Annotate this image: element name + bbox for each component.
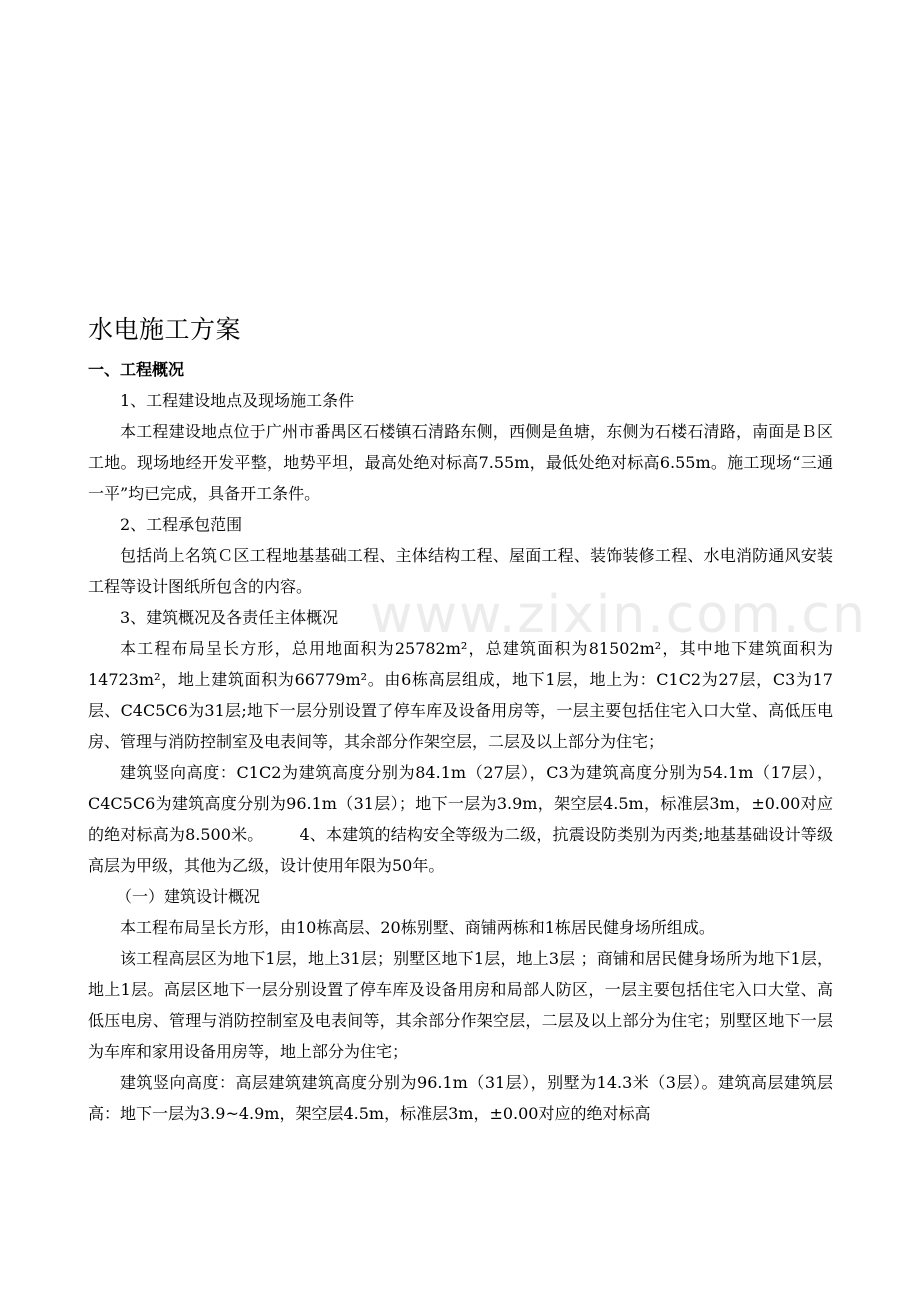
- paragraph-contract-scope: 包括尚上名筑Ｃ区工程地基基础工程、主体结构工程、屋面工程、装饰装修工程、水电消防通风安装工程等设计图纸所包含的内容。: [88, 546, 833, 596]
- document-title: 水电施工方案: [88, 315, 242, 344]
- paragraph-layout: 本工程布局呈长方形，由10栋高层、20栋别墅、商铺两栋和1栋居民健身场所组成。: [120, 918, 715, 937]
- subheading-site-conditions: 1、工程建设地点及现场施工条件: [120, 391, 355, 410]
- watermark: www.zixin.com.cn: [370, 585, 867, 645]
- paragraph-vertical-height-text: 建筑竖向高度：C1C2为建筑高度分别为84.1m（27层），C3为建筑高度分别为54.1m（17层），C4C5C6为建筑高度分别为96.1m（31层）；地下一层为3.9m，架空层4.5m，标准层3m，±0.00对应的绝对标高为8.500米。: [88, 763, 833, 844]
- subheading-contract-scope: 2、工程承包范围: [120, 515, 243, 534]
- paragraph-structural-safety: 4、本建筑的结构安全等级为二级，抗震设防类别为丙类;地基基础设计等级高层为甲级，其他为乙级，设计使用年限为50年。: [88, 825, 833, 875]
- document-body: [88, 312, 833, 1129]
- subheading-architectural-design: （一）建筑设计概况: [116, 887, 261, 906]
- paragraph-vertical-height: [88, 757, 833, 881]
- subheading-building-overview: 3、建筑概况及各责任主体概况: [120, 608, 339, 627]
- paragraph-heights: 建筑竖向高度：高层建筑建筑高度分别为96.1m（31层），别墅为14.3米（3层）。建筑高层建筑层高：地下一层为3.9~4.9m，架空层4.5m，标准层3m，±0.00对应的绝对标高: [88, 1073, 833, 1123]
- paragraph-site-conditions: 本工程建设地点位于广州市番禺区石楼镇石清路东侧，西侧是鱼塘，东侧为石楼石清路，南面是Ｂ区工地。现场地经开发平整，地势平坦，最高处绝对标高7.55m，最低处绝对标高6.55m。施工现场“三通一平”均已完成，具备开工条件。: [88, 422, 833, 503]
- section-heading-overview: 一、工程概况: [88, 360, 185, 379]
- paragraph-building-overview: 本工程布局呈长方形，总用地面积为25782m²，总建筑面积为81502m²，其中地下建筑面积为14723m²，地上建筑面积为66779m²。由6栋高层组成，地下1层，地上为：C1C2为27层，C3为17层、C4C5C6为31层;地下一层分别设置了停车库及设备用房等，一层主要包括住宅入口大堂、高低压电房、管理与消防控制室及电表间等，其余部分作架空层，二层及以上部分为住宅；: [88, 639, 833, 751]
- paragraph-floors: 该工程高层区为地下1层，地上31层；别墅区地下1层，地上3层 ；商铺和居民健身场所为地下1层，地上1层。高层区地下一层分别设置了停车库及设备用房和局部人防区，一层主要包括住宅入口大堂、高低压电房、管理与消防控制室及电表间等，其余部分作架空层，二层及以上部分为住宅；别墅区地下一层为车库和家用设备用房等，地上部分为住宅；: [88, 949, 833, 1061]
